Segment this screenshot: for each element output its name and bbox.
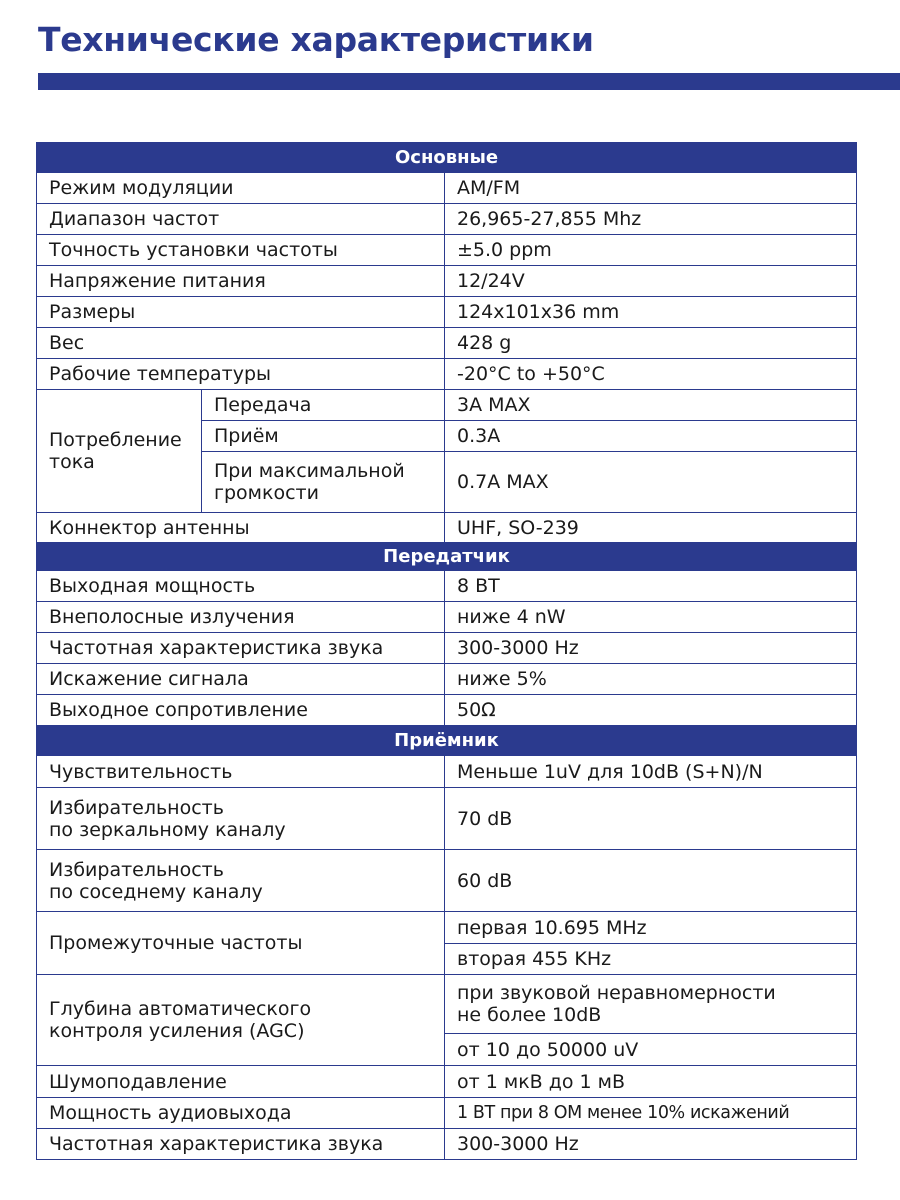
spec-value — [445, 975, 857, 1034]
spec-label: Диапазон частот — [37, 204, 445, 235]
spec-value: 8 ВТ — [445, 571, 857, 602]
spec-label-line1: Глубина автоматического — [49, 998, 312, 1020]
table-row — [37, 266, 857, 297]
spec-label: Передача — [202, 390, 445, 421]
table-row — [37, 756, 857, 788]
table-row — [37, 695, 857, 726]
page-title: Технические характеристики — [38, 20, 594, 59]
table-row — [37, 328, 857, 359]
spec-label: Искажение сигнала — [37, 664, 445, 695]
spec-value: 124x101x36 mm — [445, 297, 857, 328]
table-row — [37, 602, 857, 633]
table-row — [37, 664, 857, 695]
spec-value: 1 ВТ при 8 ОМ менее 10% искажений — [445, 1098, 857, 1129]
table-row — [37, 1098, 857, 1129]
spec-value: 300-3000 Hz — [445, 1129, 857, 1160]
spec-label: Внеполосные излучения — [37, 602, 445, 633]
spec-label — [37, 975, 445, 1066]
section-header-transmitter — [37, 543, 857, 571]
spec-value: первая 10.695 MHz — [445, 912, 857, 944]
spec-label-line1: При максимальной — [214, 460, 405, 482]
spec-label: Шумоподавление — [37, 1066, 445, 1098]
table-row — [37, 633, 857, 664]
spec-value: 26,965-27,855 Mhz — [445, 204, 857, 235]
spec-value: 428 g — [445, 328, 857, 359]
spec-label: Выходная мощность — [37, 571, 445, 602]
spec-value-line2: не более 10dB — [457, 1004, 602, 1026]
section-header-receiver — [37, 726, 857, 756]
spec-label: Режим модуляции — [37, 173, 445, 204]
spec-value: 70 dB — [445, 788, 857, 850]
spec-value: 0.3A — [445, 421, 857, 452]
current-group-label-line1: Потребление — [49, 429, 182, 451]
table-row — [37, 1066, 857, 1098]
spec-value: 3A MAX — [445, 390, 857, 421]
spec-label-line2: контроля усиления (AGC) — [49, 1020, 305, 1042]
spec-label: Частотная характеристика звука — [37, 1129, 445, 1160]
spec-value: 12/24V — [445, 266, 857, 297]
spec-value: 50Ω — [445, 695, 857, 726]
table-row — [37, 359, 857, 390]
spec-label: Выходное сопротивление — [37, 695, 445, 726]
spec-value: 60 dB — [445, 850, 857, 912]
spec-label — [37, 788, 445, 850]
spec-label-line1: Избирательность — [49, 858, 224, 881]
table-row — [37, 571, 857, 602]
spec-value: UHF, SO-239 — [445, 513, 857, 543]
spec-value: от 10 до 50000 uV — [445, 1034, 857, 1066]
table-row — [37, 204, 857, 235]
table-row — [37, 912, 857, 944]
spec-value: ниже 4 nW — [445, 602, 857, 633]
spec-label: Промежуточные частоты — [37, 912, 445, 975]
spec-value: 0.7A MAX — [445, 452, 857, 513]
title-underline-bar — [38, 73, 900, 90]
spec-label — [202, 452, 445, 513]
spec-label-line2: по соседнему каналу — [49, 880, 263, 903]
spec-value: AM/FM — [445, 173, 857, 204]
spec-label: Частотная характеристика звука — [37, 633, 445, 664]
table-row — [37, 513, 857, 543]
spec-label: Рабочие температуры — [37, 359, 445, 390]
spec-label: Коннектор антенны — [37, 513, 445, 543]
section-header-transmitter-label: Передатчик — [37, 543, 857, 571]
spec-label: Мощность аудиовыхода — [37, 1098, 445, 1129]
spec-label: Вес — [37, 328, 445, 359]
section-header-receiver-label: Приёмник — [37, 726, 857, 756]
spec-value-line1: при звуковой неравномерности — [457, 982, 776, 1004]
spec-label — [37, 850, 445, 912]
specifications-table — [36, 142, 857, 1160]
spec-label: Точность установки частоты — [37, 235, 445, 266]
section-header-basic-label: Основные — [37, 143, 857, 173]
table-row — [37, 788, 857, 850]
spec-value: 300-3000 Hz — [445, 633, 857, 664]
current-group-label — [37, 390, 202, 513]
spec-value: ниже 5% — [445, 664, 857, 695]
table-row — [37, 390, 857, 421]
spec-value: Меньше 1uV для 10dB (S+N)/N — [445, 756, 857, 788]
spec-label: Размеры — [37, 297, 445, 328]
spec-label: Напряжение питания — [37, 266, 445, 297]
current-group-label-line2: тока — [49, 451, 95, 473]
spec-label: Чувствительность — [37, 756, 445, 788]
spec-value: вторая 455 KHz — [445, 944, 857, 975]
table-row — [37, 1129, 857, 1160]
spec-value: ±5.0 ppm — [445, 235, 857, 266]
spec-label: Приём — [202, 421, 445, 452]
table-row — [37, 297, 857, 328]
table-row — [37, 235, 857, 266]
spec-label-line1: Избирательность — [49, 796, 224, 819]
table-row — [37, 975, 857, 1034]
spec-value: -20°C to +50°C — [445, 359, 857, 390]
section-header-basic — [37, 143, 857, 173]
table-row — [37, 850, 857, 912]
spec-label-line2: по зеркальному каналу — [49, 818, 286, 841]
table-row — [37, 173, 857, 204]
spec-label-line2: громкости — [214, 482, 319, 504]
spec-value: от 1 мкВ до 1 мВ — [445, 1066, 857, 1098]
